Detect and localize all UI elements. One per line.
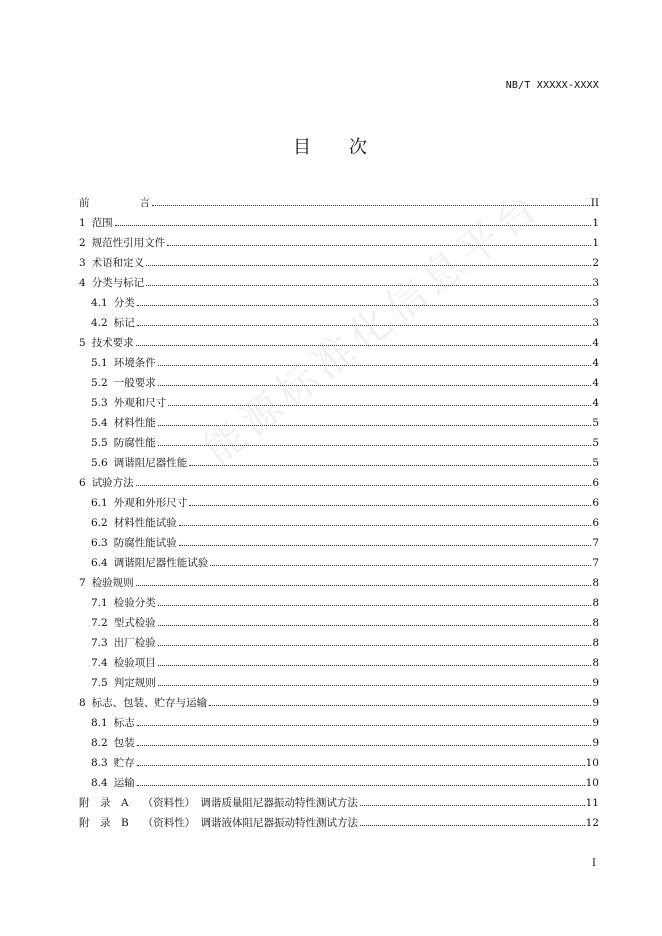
toc-entry[interactable] (79, 593, 599, 613)
toc-leader-dots (209, 705, 591, 706)
toc-entry[interactable] (79, 773, 599, 793)
toc-entry-page: 11 (585, 797, 599, 809)
toc-leader-dots (179, 545, 592, 546)
toc-leader-dots (146, 265, 591, 266)
toc-entry-number: 8.2 (91, 737, 108, 749)
toc-entry-number: 2 (79, 237, 86, 249)
page-title (0, 133, 662, 159)
toc-leader-dots (158, 425, 592, 426)
toc-entry-title: （资料性） 调谐液体阻尼器振动特性测试方法 (142, 817, 358, 829)
toc-entry-title: 技术要求 (91, 337, 134, 349)
toc-entry[interactable] (79, 373, 599, 393)
toc-entry-title: 贮存 (113, 757, 135, 769)
toc-entry-page: 8 (592, 577, 599, 589)
toc-entry-title: 外观和尺寸 (113, 397, 167, 409)
toc-entry-number: 4.2 (91, 317, 108, 329)
toc-entry-title: 防腐性能 (113, 437, 156, 449)
toc-entry-number: 8.1 (91, 717, 108, 729)
toc-entry-page: II (590, 197, 599, 209)
toc-entry-number: 5 (79, 337, 86, 349)
toc-entry-title: 检验项目 (113, 657, 156, 669)
toc-leader-dots (179, 525, 592, 526)
toc-leader-dots (360, 805, 585, 806)
toc-entry-number: 6.2 (91, 517, 108, 529)
toc-entry-page: 8 (592, 657, 599, 669)
toc-leader-dots (158, 625, 592, 626)
toc-entry-number: 5.3 (91, 397, 108, 409)
toc-entry-number: 3 (79, 257, 86, 269)
toc-entry-page: 3 (592, 317, 599, 329)
toc-entry-title: 包装 (113, 737, 135, 749)
toc-entry-title: 调谐阻尼器性能试验 (113, 557, 209, 569)
toc-entry-page: 9 (592, 737, 599, 749)
toc-entry[interactable] (79, 513, 599, 533)
toc-entry-page: 8 (592, 617, 599, 629)
toc-entry-title: 型式检验 (113, 617, 156, 629)
toc-entry[interactable] (79, 533, 599, 553)
toc-entry-number: 8 (79, 697, 86, 709)
toc-entry-title: 试验方法 (91, 477, 134, 489)
toc-entry-page: 7 (592, 557, 599, 569)
toc-entry-number: 6 (79, 477, 86, 489)
toc-entry-title: 言 (139, 197, 150, 209)
toc-leader-dots (137, 745, 592, 746)
toc-entry-page: 3 (592, 297, 599, 309)
toc-entry-title: 出厂检验 (113, 637, 156, 649)
toc-entry[interactable] (79, 613, 599, 633)
toc-entry-title: 一般要求 (113, 377, 156, 389)
toc-entry-page: 5 (592, 417, 599, 429)
toc-entry[interactable] (79, 493, 599, 513)
toc-entry-number: 7.5 (91, 677, 108, 689)
toc-entry-page: 6 (592, 477, 599, 489)
toc-leader-dots (158, 665, 592, 666)
toc-entry[interactable] (79, 693, 599, 713)
toc-entry-page: 5 (592, 437, 599, 449)
toc-leader-dots (137, 765, 585, 766)
toc-leader-dots (189, 505, 591, 506)
toc-entry[interactable] (79, 553, 599, 573)
page-number: I (592, 858, 596, 869)
toc-leader-dots (136, 485, 592, 486)
toc-entry-number: 附 录 A (79, 797, 129, 809)
toc-entry[interactable] (79, 293, 599, 313)
toc-entry-title: 检验分类 (113, 597, 156, 609)
toc-entry-page: 8 (592, 597, 599, 609)
toc-entry-page: 4 (592, 377, 599, 389)
toc-entry[interactable] (79, 453, 599, 473)
toc-entry[interactable] (79, 753, 599, 773)
toc-entry[interactable] (79, 473, 599, 493)
toc-entry[interactable] (79, 733, 599, 753)
toc-entry-title: 环境条件 (113, 357, 156, 369)
toc-leader-dots (158, 645, 592, 646)
toc-leader-dots (137, 725, 592, 726)
toc-entry-page: 9 (592, 717, 599, 729)
toc-leader-dots (136, 345, 592, 346)
toc-entry-title: 标志 (113, 717, 135, 729)
toc-leader-dots (137, 305, 592, 306)
title-char-left: 目 (293, 137, 313, 158)
toc-entry-page: 9 (592, 697, 599, 709)
toc-entry-number: 8.4 (91, 777, 108, 789)
toc-leader-dots (115, 225, 592, 226)
toc-entry[interactable] (79, 633, 599, 653)
toc-entry-number: 7 (79, 577, 86, 589)
toc-entry[interactable] (79, 653, 599, 673)
toc-leader-dots (158, 445, 592, 446)
toc-entry[interactable] (79, 673, 599, 693)
toc-entry-title: 范围 (91, 217, 113, 229)
toc-entry[interactable] (79, 413, 599, 433)
toc-entry-page: 7 (592, 537, 599, 549)
toc-entry[interactable] (79, 433, 599, 453)
toc-leader-dots (137, 785, 585, 786)
toc-entry-number: 6.4 (91, 557, 108, 569)
toc-entry-page: 10 (585, 757, 599, 769)
toc-leader-dots (158, 365, 592, 366)
toc-leader-dots (167, 245, 591, 246)
table-of-contents (79, 193, 599, 833)
toc-entry-page: 5 (592, 457, 599, 469)
toc-entry-number: 附 录 B (79, 817, 129, 829)
toc-entry-title: 检验规则 (91, 577, 134, 589)
toc-entry[interactable] (79, 813, 599, 833)
toc-entry-number: 7.4 (91, 657, 108, 669)
toc-leader-dots (136, 585, 592, 586)
toc-entry-title: 标志、包装、贮存与运输 (91, 697, 208, 709)
toc-entry-title: 材料性能试验 (113, 517, 177, 529)
toc-entry[interactable] (79, 313, 599, 333)
toc-entry-title: 分类 (113, 297, 135, 309)
toc-leader-dots (158, 385, 592, 386)
toc-entry-number: 1 (79, 217, 86, 229)
toc-leader-dots (146, 285, 591, 286)
toc-entry[interactable] (79, 713, 599, 733)
toc-entry-number: 7.2 (91, 617, 108, 629)
toc-entry-number: 4 (79, 277, 86, 289)
toc-entry-title: 规范性引用文件 (91, 237, 166, 249)
toc-leader-dots (210, 565, 591, 566)
toc-entry-number: 5.2 (91, 377, 108, 389)
toc-entry-page: 4 (592, 357, 599, 369)
toc-entry[interactable] (79, 353, 599, 373)
toc-entry-title: 防腐性能试验 (113, 537, 177, 549)
toc-entry[interactable] (79, 393, 599, 413)
toc-entry[interactable] (79, 333, 599, 353)
toc-entry-number: 7.1 (91, 597, 108, 609)
toc-entry-number: 8.3 (91, 757, 108, 769)
toc-entry-title: 调谐阻尼器性能 (113, 457, 188, 469)
toc-entry-number: 4.1 (91, 297, 108, 309)
toc-entry-page: 1 (592, 237, 599, 249)
toc-entry[interactable] (79, 273, 599, 293)
toc-entry[interactable] (79, 793, 599, 813)
toc-entry-page: 10 (585, 777, 599, 789)
toc-entry-title: （资料性） 调谐质量阻尼器振动特性测试方法 (142, 797, 358, 809)
toc-leader-dots (152, 205, 590, 206)
toc-entry-number: 5.6 (91, 457, 108, 469)
toc-entry-number: 5.4 (91, 417, 108, 429)
toc-entry-title: 外观和外形尺寸 (113, 497, 188, 509)
toc-leader-dots (360, 825, 585, 826)
toc-entry[interactable] (79, 233, 599, 253)
toc-leader-dots (168, 405, 591, 406)
toc-entry[interactable] (79, 573, 599, 593)
toc-entry-title: 判定规则 (113, 677, 156, 689)
toc-entry-page: 8 (592, 637, 599, 649)
document-code: NB/T XXXXX-XXXX (505, 80, 599, 91)
toc-entry-page: 2 (592, 257, 599, 269)
toc-entry-title: 运输 (113, 777, 135, 789)
toc-entry-title: 标记 (113, 317, 135, 329)
toc-entry-page: 9 (592, 677, 599, 689)
toc-entry-page: 6 (592, 517, 599, 529)
toc-entry-page: 12 (585, 817, 599, 829)
toc-entry-number: 6.1 (91, 497, 108, 509)
title-char-right: 次 (349, 137, 369, 158)
toc-entry-number: 5.5 (91, 437, 108, 449)
toc-entry[interactable] (79, 213, 599, 233)
toc-entry[interactable] (79, 193, 599, 213)
toc-leader-dots (158, 685, 592, 686)
toc-entry-number: 5.1 (91, 357, 108, 369)
toc-entry-page: 4 (592, 337, 599, 349)
toc-entry-page: 6 (592, 497, 599, 509)
toc-leader-dots (137, 325, 592, 326)
toc-entry-page: 3 (592, 277, 599, 289)
toc-entry-number: 6.3 (91, 537, 108, 549)
toc-entry-number: 7.3 (91, 637, 108, 649)
toc-entry-page: 1 (592, 217, 599, 229)
toc-entry-title: 材料性能 (113, 417, 156, 429)
toc-leader-dots (189, 465, 591, 466)
toc-entry-title: 分类与标记 (91, 277, 145, 289)
toc-entry-title: 术语和定义 (91, 257, 145, 269)
toc-entry-page: 4 (592, 397, 599, 409)
watermark: 能源标准化信息平台 (195, 182, 551, 474)
toc-entry-number: 前 (79, 197, 90, 209)
toc-leader-dots (158, 605, 592, 606)
toc-entry[interactable] (79, 253, 599, 273)
